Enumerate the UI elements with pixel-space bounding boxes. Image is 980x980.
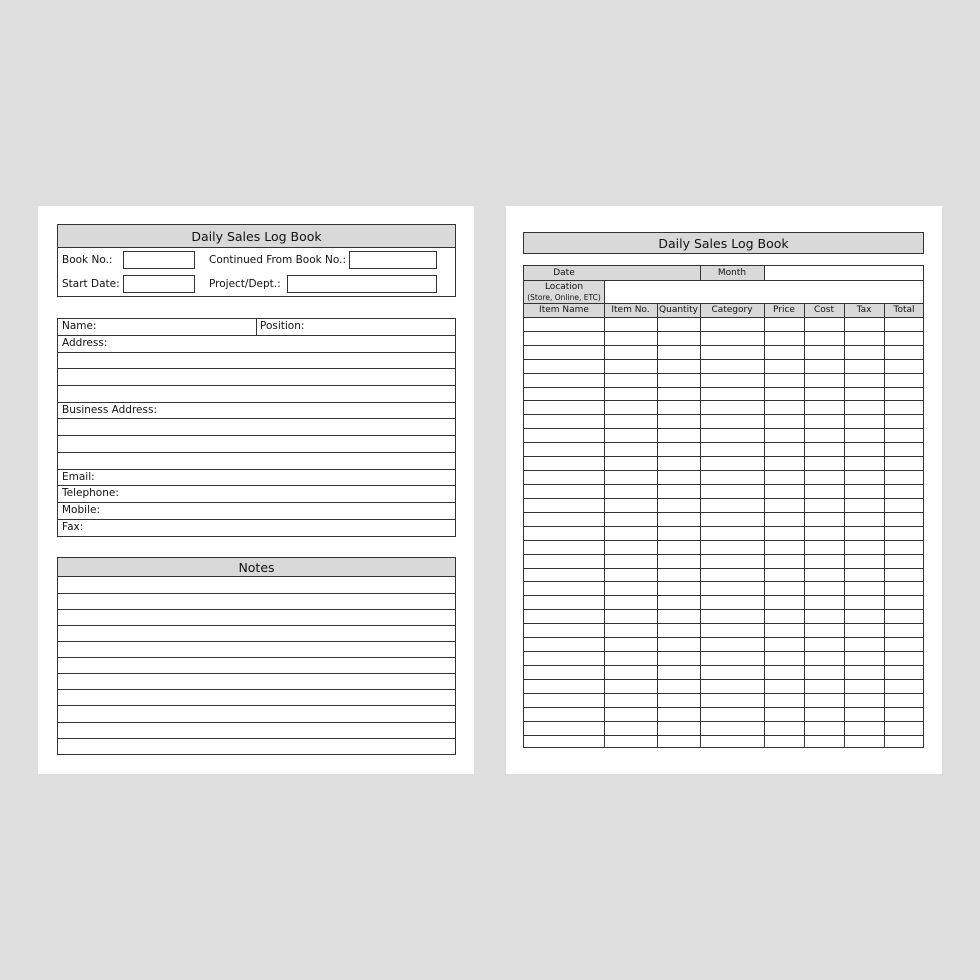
table-row bbox=[523, 470, 924, 471]
contact-line bbox=[57, 452, 456, 453]
location-label: Location bbox=[544, 281, 584, 292]
notes-line bbox=[57, 689, 456, 690]
notes-line bbox=[57, 738, 456, 739]
table-row bbox=[523, 623, 924, 624]
col-header-price: Price bbox=[773, 305, 795, 315]
position-label: Position: bbox=[260, 320, 305, 332]
right-page-title: Daily Sales Log Book bbox=[523, 232, 924, 254]
table-row bbox=[523, 414, 924, 415]
col-header-tax: Tax bbox=[856, 305, 872, 315]
continued-label: Continued From Book No.: bbox=[209, 254, 347, 266]
right-page bbox=[506, 206, 942, 774]
table-row bbox=[523, 540, 924, 541]
email-label: Email: bbox=[62, 471, 95, 483]
notes-box bbox=[57, 557, 456, 755]
table-row bbox=[523, 456, 924, 457]
mobile-label: Mobile: bbox=[62, 504, 100, 516]
notes-line bbox=[57, 657, 456, 658]
name-position-divider bbox=[256, 318, 257, 335]
cell-divider bbox=[764, 265, 765, 280]
table-row bbox=[523, 442, 924, 443]
contact-line bbox=[57, 402, 456, 403]
contact-line bbox=[57, 485, 456, 486]
contact-line bbox=[57, 335, 456, 336]
left-page bbox=[38, 206, 474, 774]
date-label: Date bbox=[553, 267, 575, 278]
table-row bbox=[523, 735, 924, 736]
table-row bbox=[523, 428, 924, 429]
telephone-label: Telephone: bbox=[62, 487, 119, 499]
notes-line bbox=[57, 609, 456, 610]
col-header-category: Category bbox=[711, 305, 753, 315]
col-header-item-no: Item No. bbox=[611, 305, 650, 315]
col-header-total: Total bbox=[893, 305, 915, 315]
notes-line bbox=[57, 593, 456, 594]
table-row bbox=[523, 317, 924, 318]
project-field[interactable] bbox=[287, 275, 437, 293]
business-address-label: Business Address: bbox=[62, 404, 157, 416]
continued-field[interactable] bbox=[349, 251, 437, 269]
col-header-item-name: Item Name bbox=[539, 305, 589, 315]
month-label: Month bbox=[717, 267, 747, 278]
contact-line bbox=[57, 469, 456, 470]
table-row bbox=[523, 498, 924, 499]
table-row bbox=[523, 721, 924, 722]
table-row bbox=[523, 554, 924, 555]
table-row bbox=[523, 400, 924, 401]
book-no-field[interactable] bbox=[123, 251, 195, 269]
address-label: Address: bbox=[62, 337, 108, 349]
book-no-label: Book No.: bbox=[62, 254, 113, 266]
table-row bbox=[523, 707, 924, 708]
table-row bbox=[523, 693, 924, 694]
contact-line bbox=[57, 352, 456, 353]
table-row bbox=[523, 581, 924, 582]
notes-line bbox=[57, 625, 456, 626]
start-date-field[interactable] bbox=[123, 275, 195, 293]
table-row bbox=[523, 484, 924, 485]
name-label: Name: bbox=[62, 320, 97, 332]
contact-box bbox=[57, 318, 456, 537]
contact-line bbox=[57, 519, 456, 520]
table-row bbox=[523, 331, 924, 332]
contact-line bbox=[57, 368, 456, 369]
table-row bbox=[523, 387, 924, 388]
left-page-title: Daily Sales Log Book bbox=[58, 225, 455, 248]
contact-line bbox=[57, 502, 456, 503]
sales-log-table bbox=[523, 265, 924, 748]
contact-line bbox=[57, 418, 456, 419]
col-header-cost: Cost bbox=[813, 305, 834, 315]
table-row bbox=[523, 373, 924, 374]
notes-line bbox=[57, 673, 456, 674]
contact-line bbox=[57, 435, 456, 436]
location-sublabel: (Store, Online, ETC) bbox=[527, 292, 601, 302]
table-row bbox=[523, 345, 924, 346]
table-row bbox=[523, 512, 924, 513]
table-row bbox=[523, 637, 924, 638]
table-row bbox=[523, 609, 924, 610]
notes-line bbox=[57, 722, 456, 723]
notes-line bbox=[57, 641, 456, 642]
table-row bbox=[523, 359, 924, 360]
col-header-quantity: Quantity bbox=[659, 305, 698, 315]
table-row bbox=[523, 651, 924, 652]
table-row bbox=[523, 665, 924, 666]
cell-divider bbox=[700, 265, 701, 280]
table-row bbox=[523, 679, 924, 680]
project-label: Project/Dept.: bbox=[209, 278, 281, 290]
table-row bbox=[523, 595, 924, 596]
notes-line bbox=[57, 705, 456, 706]
table-row bbox=[523, 568, 924, 569]
start-date-label: Start Date: bbox=[62, 278, 120, 290]
table-row bbox=[523, 526, 924, 527]
fax-label: Fax: bbox=[62, 521, 84, 533]
cell-divider bbox=[604, 280, 605, 303]
notes-title: Notes bbox=[58, 558, 455, 577]
contact-line bbox=[57, 385, 456, 386]
